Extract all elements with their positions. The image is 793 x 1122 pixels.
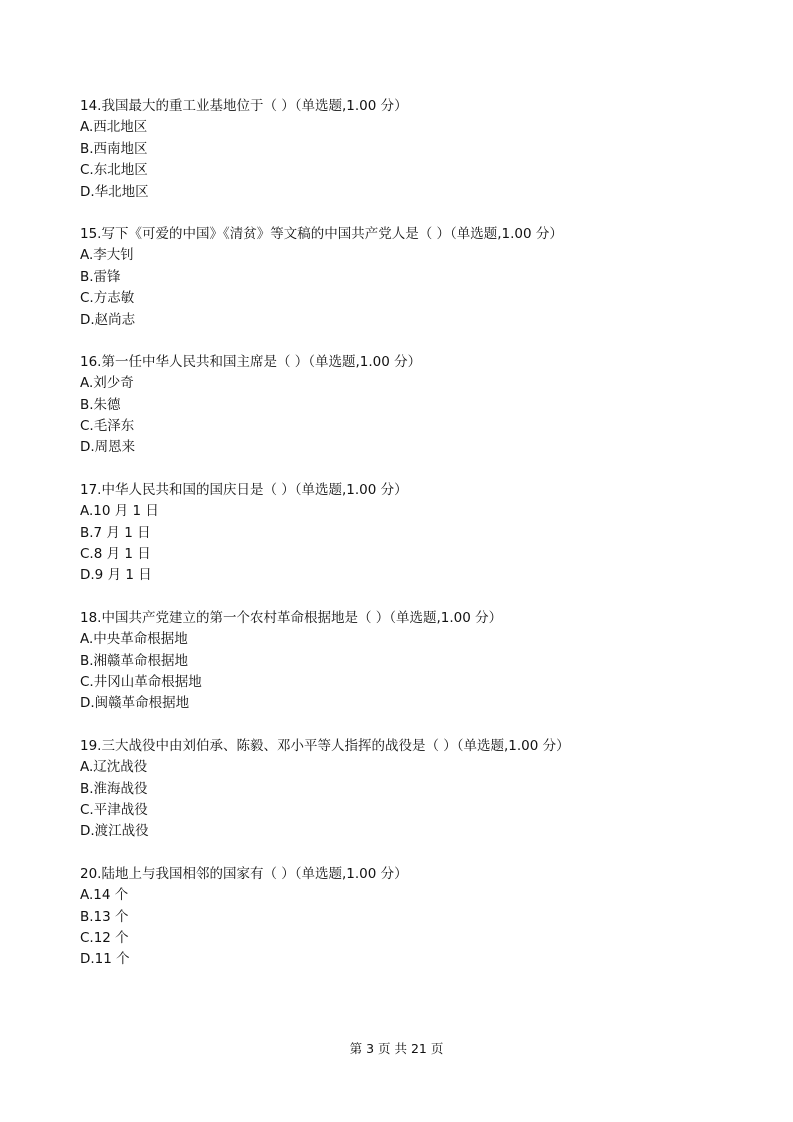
option-d: D.赵尚志 — [80, 311, 136, 328]
page-content — [80, 96, 720, 992]
question-20 — [80, 864, 720, 971]
option-a: A.刘少奇 — [80, 375, 134, 392]
option-b: B.淮海战役 — [80, 780, 148, 797]
question-text: 20.陆地上与我国相邻的国家有（ ）（单选题,1.00 分） — [80, 865, 408, 882]
option-b: B.朱德 — [80, 396, 121, 413]
question-text: 18.中国共产党建立的第一个农村革命根据地是（ ）（单选题,1.00 分） — [80, 609, 503, 626]
option-d: D.渡江战役 — [80, 823, 149, 840]
option-a: A.10 月 1 日 — [80, 503, 159, 520]
question-text: 14.我国最大的重工业基地位于（ ）（单选题,1.00 分） — [80, 98, 408, 114]
option-c: C.毛泽东 — [80, 418, 135, 435]
option-c: C.12 个 — [80, 929, 129, 946]
option-a: A.李大钊 — [80, 247, 134, 264]
question-text: 15.写下《可爱的中国》《清贫》等文稿的中国共产党人是（ ）（单选题,1.00 分） — [80, 225, 563, 242]
question-18 — [80, 608, 720, 715]
option-d: D.9 月 1 日 — [80, 567, 152, 584]
option-c: C.方志敏 — [80, 290, 135, 307]
question-14 — [80, 96, 720, 203]
option-c: C.井冈山革命根据地 — [80, 673, 202, 690]
question-text: 16.第一任中华人民共和国主席是（ ）（单选题,1.00 分） — [80, 353, 422, 370]
option-d: D.闽赣革命根据地 — [80, 695, 190, 712]
question-19 — [80, 736, 720, 843]
option-b: B.7 月 1 日 — [80, 524, 151, 541]
option-a: A.14 个 — [80, 887, 129, 904]
option-a: A.西北地区 — [80, 119, 148, 136]
question-17 — [80, 480, 720, 587]
question-16 — [80, 352, 720, 459]
option-d: D.华北地区 — [80, 183, 149, 200]
option-b: B.雷锋 — [80, 268, 121, 285]
option-b: B.13 个 — [80, 908, 129, 925]
option-a: A.中央革命根据地 — [80, 631, 188, 648]
option-d: D.11 个 — [80, 951, 130, 968]
question-text: 19.三大战役中由刘伯承、陈毅、邓小平等人指挥的战役是（ ）（单选题,1.00 分） — [80, 737, 570, 754]
option-c: C.8 月 1 日 — [80, 546, 151, 563]
page-footer: 第 3 页 共 21 页 — [349, 1041, 444, 1056]
option-a: A.辽沈战役 — [80, 759, 148, 776]
question-text: 17.中华人民共和国的国庆日是（ ）（单选题,1.00 分） — [80, 481, 408, 498]
option-b: B.西南地区 — [80, 140, 148, 157]
option-b: B.湘赣革命根据地 — [80, 652, 189, 669]
option-c: C.东北地区 — [80, 162, 148, 179]
question-15 — [80, 224, 720, 331]
option-d: D.周恩来 — [80, 439, 136, 456]
option-c: C.平津战役 — [80, 801, 148, 818]
